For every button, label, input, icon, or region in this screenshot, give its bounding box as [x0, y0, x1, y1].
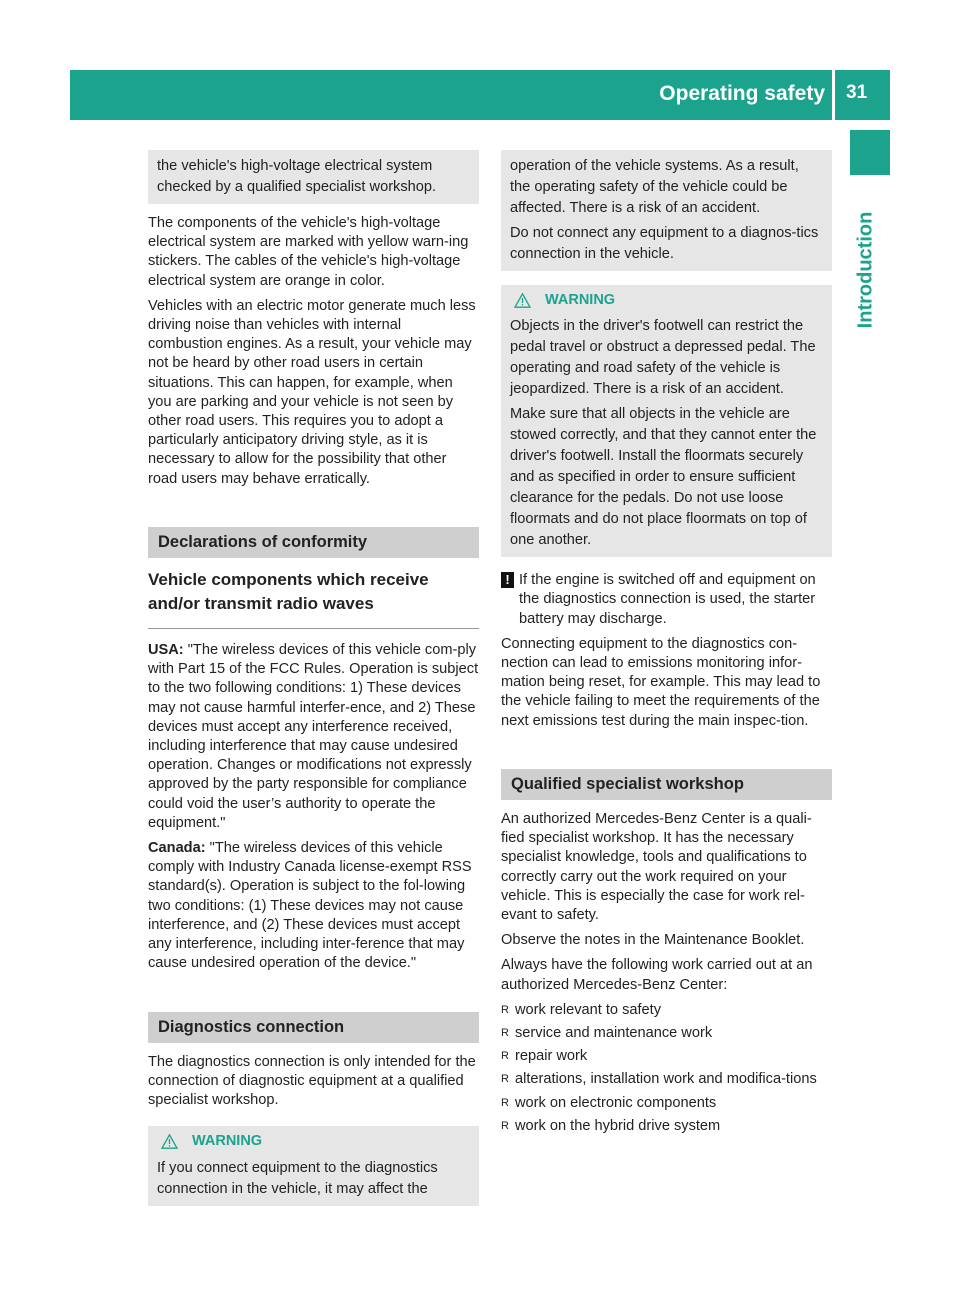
bullet-icon: R [501, 1003, 509, 1016]
subheading: Vehicle components which receive and/or transmit radio waves [148, 568, 479, 629]
usa-paragraph [148, 641, 479, 833]
paragraph: The diagnostics connection is only intended for the connection of diagnostic equipment at a qualified specialist workshop. [148, 1053, 476, 1109]
canada-label: Canada: [148, 840, 206, 857]
note-text: If the engine is switched off and equipment on the diagnostics connection is used, the starter battery may discharge. [519, 572, 816, 627]
bullet-icon: R [501, 1027, 509, 1040]
section-heading: Diagnostics connection [148, 1012, 479, 1043]
chapter-label: Introduction [854, 211, 877, 329]
warning-text: If you connect equipment to the diagnostics connection in the vehicle, it may affect the [157, 1159, 438, 1197]
canada-paragraph [148, 839, 479, 973]
continued-warning-text: the vehicle's high-voltage electrical system checked by a qualified specialist workshop. [157, 158, 437, 195]
right-column [501, 150, 832, 1140]
warning-triangle-icon [161, 1134, 178, 1149]
page-title: Operating safety [659, 82, 825, 105]
warning-text: operation of the vehicle systems. As a result, the operating safety of the vehicle could be affected. There is a risk of an accident. [510, 158, 799, 216]
left-column [148, 150, 479, 1206]
list-item: R repair work [501, 1048, 588, 1065]
bullet-icon: R [501, 1073, 509, 1086]
list-item: R work on the hybrid drive system [501, 1117, 721, 1134]
usa-text: "The wireless devices of this vehicle com-ply with Part 15 of the FCC Rules. Operation is subject to the two following conditions: 1) These devices may not cause harmful interfer-ence, and 2) These devices must accept any interference received, including interference that may cause undesired operation. Changes or modifications not expressly approved by the party responsible for compliance could void the user’s authority to operate the equipment." [148, 642, 479, 831]
warning-heading [157, 1132, 470, 1151]
header-divider [832, 70, 835, 120]
warning-continued-box [501, 150, 832, 271]
list-item: R alterations, installation work and modifica-tions [501, 1071, 817, 1088]
chapter-tab [850, 130, 890, 175]
note [501, 571, 832, 629]
list-item: R service and maintenance work [501, 1025, 713, 1042]
list-item: R work on electronic components [501, 1094, 717, 1111]
warning-heading [510, 291, 823, 310]
warning-text: Do not connect any equipment to a diagnos-tics connection in the vehicle. [510, 225, 819, 262]
warning-label: WARNING [545, 292, 616, 308]
exclamation-icon: ! [501, 572, 514, 588]
page-number: 31 [846, 82, 868, 103]
paragraph: Always have the following work carried out at an authorized Mercedes-Benz Center: [501, 957, 813, 993]
bullet-list [501, 1001, 832, 1136]
warning-box [148, 1126, 479, 1205]
paragraph: Observe the notes in the Maintenance Booklet. [501, 932, 805, 949]
warning-box [501, 285, 832, 557]
bullet-icon: R [501, 1119, 509, 1132]
paragraph: Vehicles with an electric motor generate much less driving noise than vehicles with internal combustion engines. As a result, your vehicle may not be heard by other road users in certain situations. This can happen, for example, when you are parking and your vehicle is not seen by other road users. This requires you to adopt a particularly anticipatory driving style, as it is necessary to allow for the possibility that other road users may behave erratically. [148, 297, 476, 487]
list-item: R work relevant to safety [501, 1001, 662, 1018]
bullet-icon: R [501, 1096, 509, 1109]
paragraph: Connecting equipment to the diagnostics con-nection can lead to emissions monitoring infor-mation being reset, for example. This may lead to the vehicle failing to meet the requirements of the next emissions test during the main inspec-tion. [501, 635, 821, 729]
warning-triangle-icon [514, 293, 531, 308]
section-heading: Qualified specialist workshop [501, 769, 832, 800]
warning-text: Objects in the driver's footwell can restrict the pedal travel or obstruct a depressed pedal. The operating and road safety of the vehicle is jeopardized. There is a risk of an accident. [510, 318, 816, 398]
bullet-icon: R [501, 1050, 509, 1063]
continued-warning-box [148, 150, 479, 204]
section-heading: Declarations of conformity [148, 527, 479, 558]
usa-label: USA: [148, 642, 184, 659]
warning-label: WARNING [192, 1133, 263, 1150]
paragraph: An authorized Mercedes-Benz Center is a quali-fied specialist workshop. It has the necessary specialist knowledge, tools and qualifications to correctly carry out the work required on your vehicle. This is especially the case for work rel-evant to safety. [501, 811, 812, 924]
warning-text: Make sure that all objects in the vehicle are stowed correctly, and that they cannot enter the driver's footwell. Install the floormats securely and as specified in order to ensure sufficient clearance for the pedals. Do not use loose floormats and do not place floormats on top of one another. [510, 406, 817, 549]
canada-text: "The wireless devices of this vehicle comply with Industry Canada license-exempt RSS standard(s). Operation is subject to the fol-lowing two conditions: (1) These devices may not cause interference, and (2) These devices must accept any interference, including inter-ference that may cause undesired operation of the device." [148, 840, 472, 972]
paragraph: The components of the vehicle's high-voltage electrical system are marked with yellow warn-ing stickers. The cables of the vehicle's high-voltage electrical system are orange in color. [148, 215, 469, 289]
